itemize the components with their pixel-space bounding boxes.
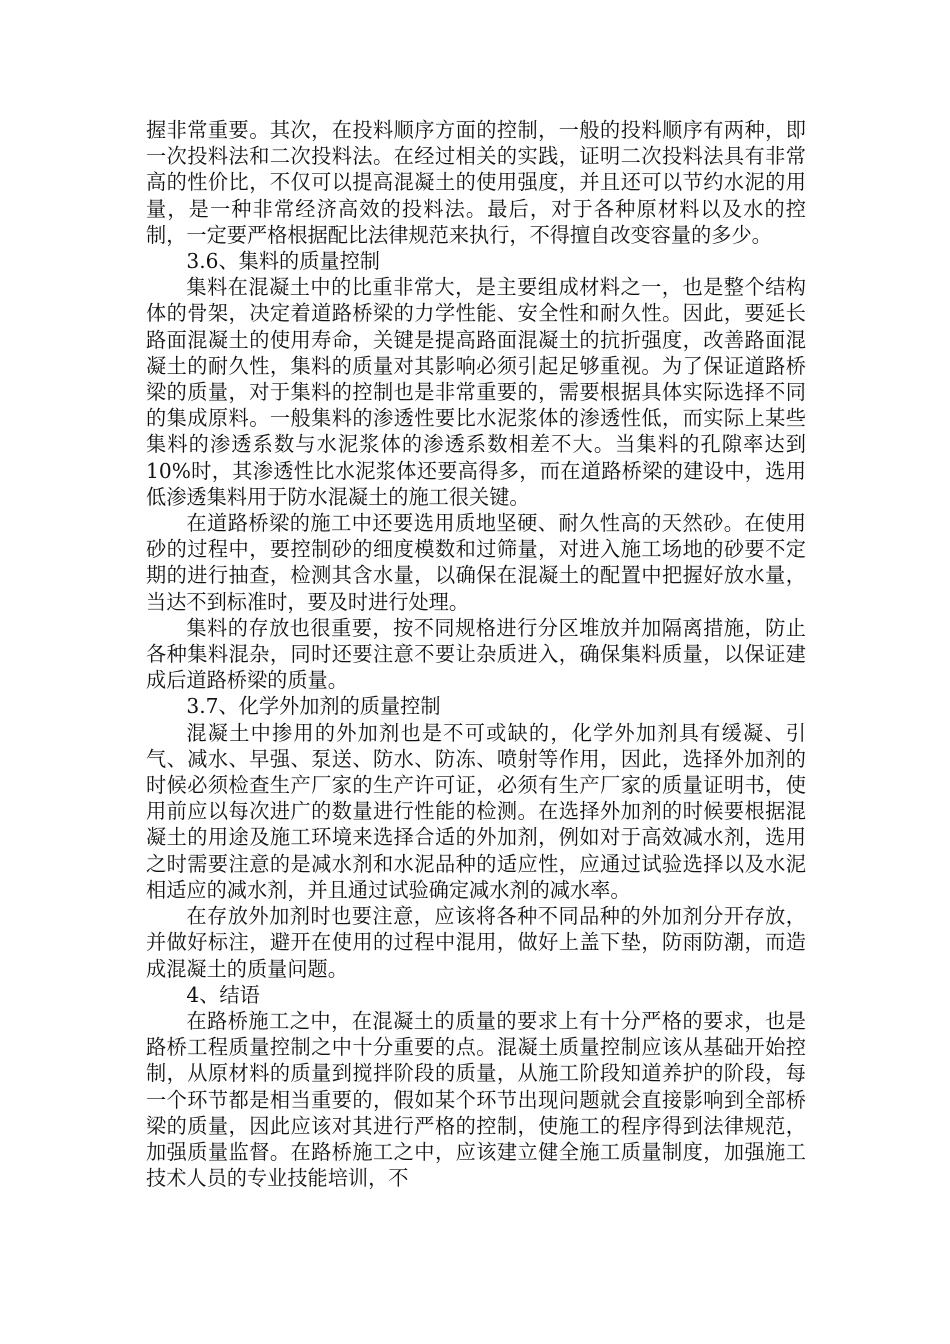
- section-heading-3-6: 3.6、集料的质量控制: [186, 249, 380, 274]
- section-heading-4: 4、结语: [186, 982, 260, 1007]
- paragraph-continuation: 握非常重要。其次，在投料顺序方面的控制，一般的投料顺序有两种，即一次投料法和二次投料法。在经过相关的实践，证明二次投料法具有非常高的性价比，不仅可以提高混凝土的使用强度，并且还可以节约水泥的用量，是一种非常经济高效的投料法。最后，对于各种原材料以及水的控制，一定要严格根据配比法律规范来执行，不得擅自改变容量的多少。: [146, 118, 806, 247]
- section-heading-3-7: 3.7、化学外加剂的质量控制: [186, 694, 441, 719]
- paragraph-aggregate-intro: 集料在混凝土中的比重非常大，是主要组成材料之一，也是整个结构体的骨架，决定着道路桥梁的力学性能、安全性和耐久性。因此，要延长路面混凝土的使用寿命，关键是提高路面混凝土的抗折强度，改善路面混凝土的耐久性，集料的质量对其影响必须引起足够重视。为了保证道路桥梁的质量，对于集料的控制也是非常重要的，需要根据具体实际选择不同的集成原料。一般集料的渗透性要比水泥浆体的渗透性低，而实际上某些集料的渗透系数与水泥浆体的渗透系数相差不大。当集料的孔隙率达到 10%时，其渗透性比水泥浆体还要高得多，而在道路桥梁的建设中，选用低渗透集料用于防水混凝土的施工很关键。: [146, 275, 806, 509]
- paragraph-admixture-intro: 混凝土中掺用的外加剂也是不可或缺的，化学外加剂具有缓凝、引气、减水、早强、泵送、防水、防冻、喷射等作用，因此，选择外加剂的时候必须检查生产厂家的生产许可证，必须有生产厂家的质量证明书，使用前应以每次进广的数量进行性能的检测。在选择外加剂的时候要根据混凝土的用途及施工环境来选择合适的外加剂，例如对于高效减水剂，选用之时需要注意的是减水剂和水泥品种的适应性，应通过试验选择以及水泥相适应的减水剂，并且通过试验确定减水剂的减水率。: [146, 720, 806, 902]
- paragraph-conclusion: 在路桥施工之中，在混凝土的质量的要求上有十分严格的要求，也是路桥工程质量控制之中十分重要的点。混凝土质量控制应该从基础开始控制，从原材料的质量到搅拌阶段的质量，从施工阶段知道养护的阶段，每一个环节都是相当重要的，假如某个环节出现问题就会直接影响到全部桥梁的质量，因此应该对其进行严格的控制，使施工的程序得到法律规范，加强质量监督。在路桥施工之中，应该建立健全施工质量制度，加强施工技术人员的专业技能培训，不: [146, 1008, 806, 1191]
- paragraph-aggregate-storage: 集料的存放也很重要，按不同规格进行分区堆放并加隔离措施，防止各种集料混杂，同时还要注意不要让杂质进入，确保集料质量，以保证建成后道路桥梁的质量。: [146, 615, 806, 693]
- paragraph-natural-sand: 在道路桥梁的施工中还要选用质地坚硬、耐久性高的天然砂。在使用砂的过程中，要控制砂的细度模数和过筛量，对进入施工场地的砂要不定期的进行抽查，检测其含水量，以确保在混凝土的配置中把握好放水量，当达不到标准时，要及时进行处理。: [146, 511, 806, 614]
- paragraph-admixture-storage: 在存放外加剂时也要注意，应该将各种不同品种的外加剂分开存放，并做好标注，避开在使用的过程中混用，做好上盖下垫，防雨防潮，而造成混凝土的质量问题。: [146, 904, 806, 981]
- document-body: [146, 117, 806, 1191]
